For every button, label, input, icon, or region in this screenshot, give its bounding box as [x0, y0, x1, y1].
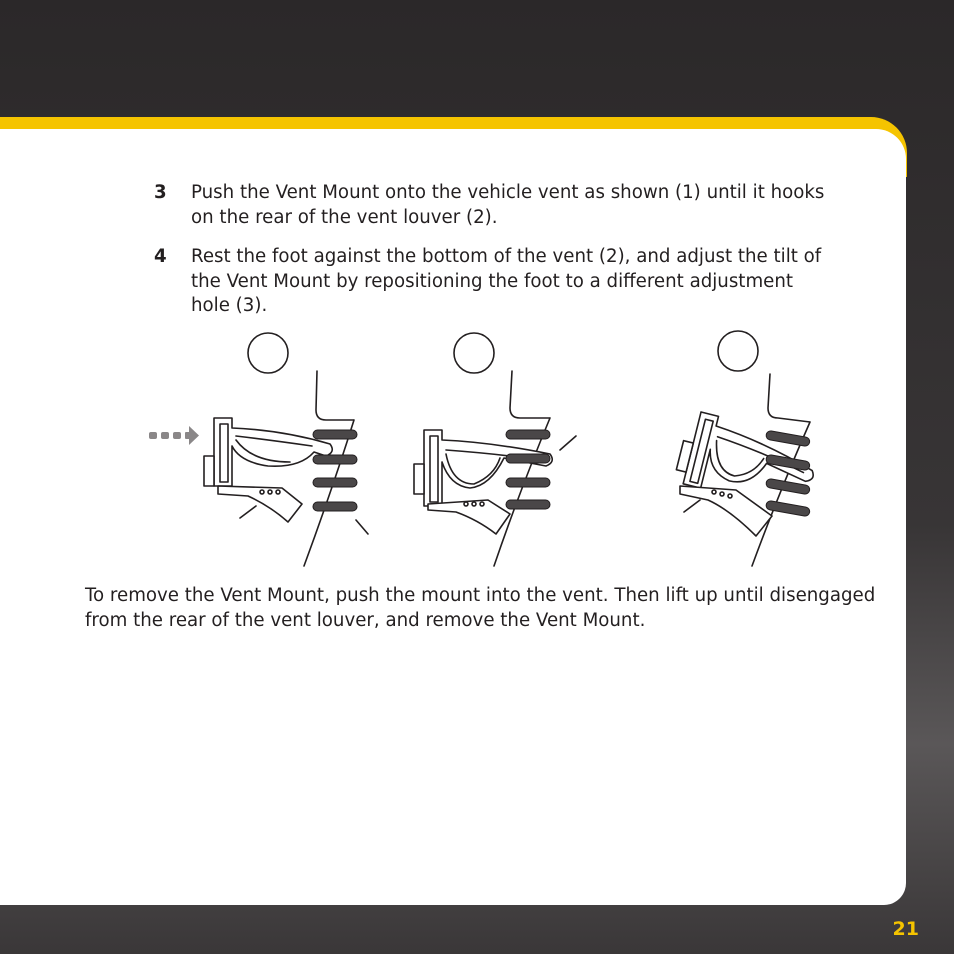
removal-instructions: To remove the Vent Mount, push the mount into the vent. Then lift up until disengaged from the rear of the vent louver, and remove the Vent Mount. [85, 585, 876, 631]
page-number: 21 [892, 918, 919, 940]
step-number: 3 [154, 182, 167, 203]
mount-clip [204, 456, 214, 486]
step-text: Push the Vent Mount onto the vehicle vent as shown (1) until it hooks on the rear of the vent louver (2). [191, 182, 825, 228]
panel-3 [673, 331, 821, 566]
mount-body [424, 430, 552, 506]
vent-louvers [506, 430, 550, 509]
step-circle-2 [454, 333, 494, 373]
step-4 [154, 245, 834, 321]
mount-clip [414, 464, 424, 494]
mount-body [214, 418, 332, 486]
step-3 [154, 181, 834, 233]
step-number: 4 [154, 246, 167, 267]
step-text: Rest the foot against the bottom of the vent (2), and adjust the tilt of the Vent Mount by repositioning the foot to a different adjustment hole (3). [191, 246, 822, 316]
panel-1 [149, 333, 368, 566]
mount-foot [428, 500, 510, 534]
dashed-right-arrow-icon [149, 426, 199, 445]
vent-mount-illustration [0, 320, 954, 580]
step-circle-1 [248, 333, 288, 373]
vent-outline [494, 371, 576, 566]
step-circle-3 [718, 331, 758, 371]
vent-outline [304, 371, 368, 566]
panel-2 [414, 333, 576, 566]
mount-foot [680, 486, 772, 536]
